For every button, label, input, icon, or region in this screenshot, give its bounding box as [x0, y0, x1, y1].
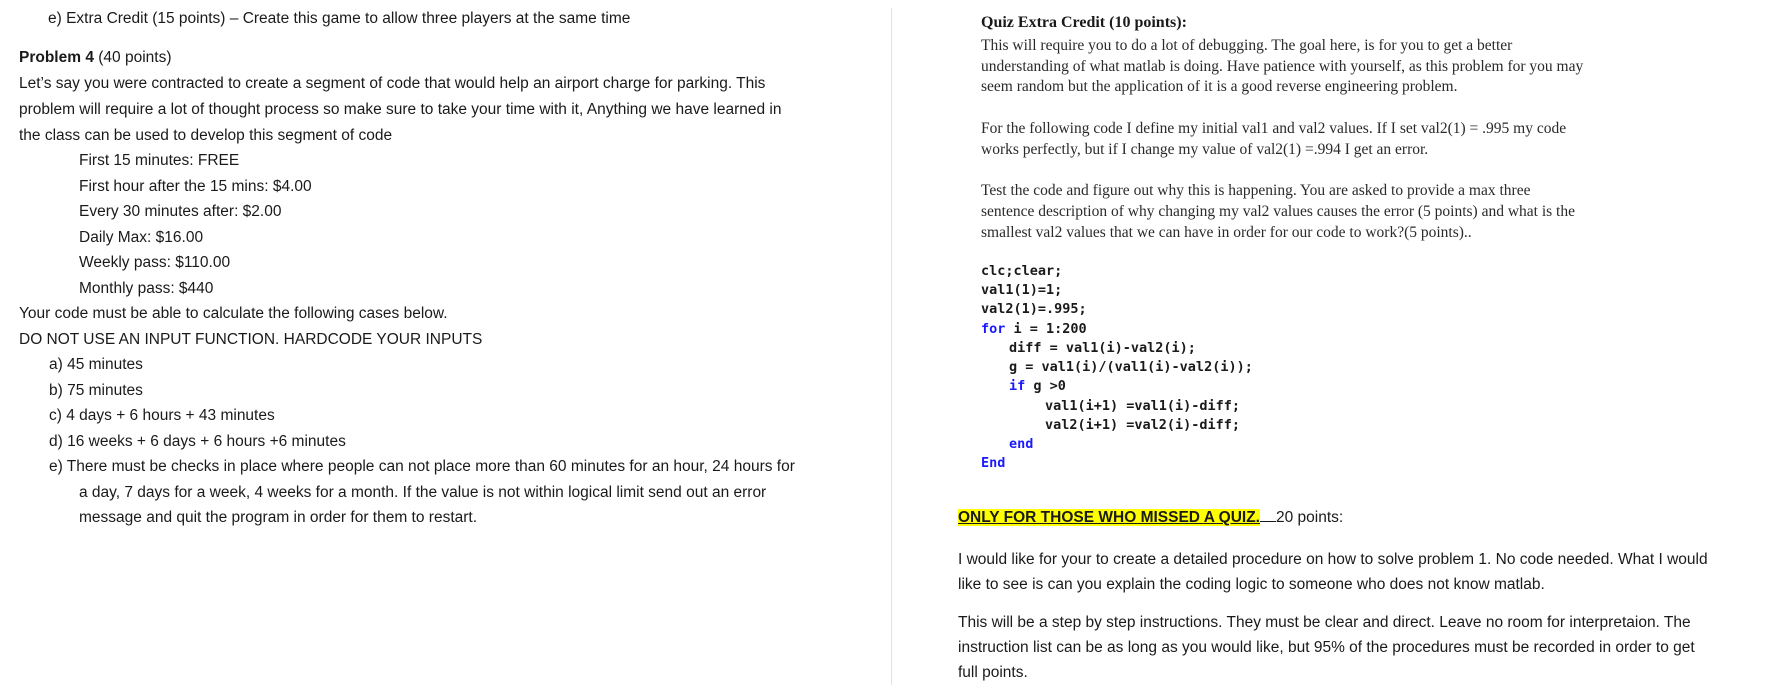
- intro-line-2: problem will require a lot of thought process so make sure to take your time with it, Anything we have learned in: [19, 101, 782, 118]
- case-item: b) 75 minutes: [49, 382, 143, 399]
- para1-line: understanding of what matlab is doing. Have patience with yourself, as this problem for you may: [981, 58, 1584, 75]
- intro-line-3: the class can be used to develop this segment of code: [19, 127, 393, 144]
- case-e-line-3: message and quit the program in order for them to restart.: [79, 509, 478, 526]
- code-line: clc;clear;: [981, 263, 1063, 279]
- case-item: c) 4 days + 6 hours + 43 minutes: [49, 407, 275, 424]
- problem-4-heading: [19, 45, 172, 70]
- rate-item: Every 30 minutes after: $2.00: [79, 203, 282, 220]
- code-line: End: [981, 455, 1006, 471]
- case-item: a) 45 minutes: [49, 356, 143, 373]
- missed-quiz-line: [958, 505, 1343, 530]
- code-line: val2(1)=.995;: [981, 301, 1087, 317]
- procedure2-line: full points.: [958, 664, 1028, 681]
- problem-title: Problem 4: [19, 49, 94, 66]
- code-line: [981, 320, 1087, 339]
- procedure1-line: I would like for your to create a detailed procedure on how to solve problem 1. No code needed. What I would: [958, 551, 1708, 568]
- left-page: [0, 0, 890, 685]
- code-text: g >0: [1025, 378, 1066, 394]
- code-line: [1009, 377, 1066, 396]
- cases-intro: Your code must be able to calculate the following cases below.: [19, 305, 448, 322]
- code-keyword: for: [981, 321, 1006, 337]
- case-e-line-2: a day, 7 days for a week, 4 weeks for a month. If the value is not within logical limit send out an error: [79, 484, 767, 501]
- case-e-line-1: e) There must be checks in place where people can not place more than 60 minutes for an hour, 24 hours for: [49, 458, 795, 475]
- extra-credit-line: e) Extra Credit (15 points) – Create this game to allow three players at the same time: [48, 10, 631, 27]
- rate-item: Weekly pass: $110.00: [79, 254, 231, 271]
- procedure2-line: instruction list can be as long as you would like, but 95% of the procedures must be recorded in order to get: [958, 639, 1695, 656]
- para2-line: works perfectly, but if I change my value of val2(1) =.994 I get an error.: [981, 141, 1429, 158]
- procedure1-line: like to see is can you explain the coding logic to someone who does not know matlab.: [958, 576, 1545, 593]
- rate-item: First hour after the 15 mins: $4.00: [79, 178, 312, 195]
- para1-line: This will require you to do a lot of debugging. The goal here, is for you to get a better: [981, 37, 1513, 54]
- right-page: [893, 0, 1783, 685]
- missed-quiz-highlight: ONLY FOR THOSE WHO MISSED A QUIZ.: [958, 509, 1260, 526]
- rate-item: First 15 minutes: FREE: [79, 152, 240, 169]
- code-line: diff = val1(i)-val2(i);: [1009, 340, 1196, 356]
- para2-line: For the following code I define my initial val1 and val2 values. If I set val2(1) = .995 my code: [981, 120, 1567, 137]
- code-line: end: [1009, 436, 1034, 452]
- code-line: g = val1(i)/(val1(i)-val2(i));: [1009, 359, 1253, 375]
- underline-blank: [1260, 507, 1276, 522]
- para3-line: smallest val2 values that we can have in order for our code to work?(5 points)..: [981, 224, 1472, 241]
- code-line: val1(1)=1;: [981, 282, 1063, 298]
- code-line: val2(i+1) =val2(i)-diff;: [1045, 417, 1241, 433]
- intro-line-1: Let’s say you were contracted to create a segment of code that would help an airport charge for parking. This: [19, 75, 766, 92]
- case-item: d) 16 weeks + 6 days + 6 hours +6 minutes: [49, 433, 346, 450]
- para3-line: Test the code and figure out why this is happening. You are asked to provide a max three: [981, 182, 1531, 199]
- rate-item: Daily Max: $16.00: [79, 229, 204, 246]
- para1-line: seem random but the application of it is a good reverse engineering problem.: [981, 78, 1458, 95]
- procedure2-line: This will be a step by step instructions. They must be clear and direct. Leave no room for interpretaion. The: [958, 614, 1691, 631]
- page-divider: [891, 8, 892, 685]
- rate-item: Monthly pass: $440: [79, 280, 214, 297]
- no-input-warning: DO NOT USE AN INPUT FUNCTION. HARDCODE YOUR INPUTS: [19, 331, 483, 348]
- missed-quiz-points: 20 points:: [1276, 509, 1344, 526]
- code-text: i = 1:200: [1005, 321, 1087, 337]
- code-keyword: if: [1009, 378, 1026, 394]
- problem-points: (40 points): [93, 49, 172, 66]
- quiz-title: Quiz Extra Credit (10 points):: [981, 14, 1187, 31]
- para3-line: sentence description of why changing my val2 values causes the error (5 points) and what is the: [981, 203, 1575, 220]
- code-line: val1(i+1) =val1(i)-diff;: [1045, 398, 1241, 414]
